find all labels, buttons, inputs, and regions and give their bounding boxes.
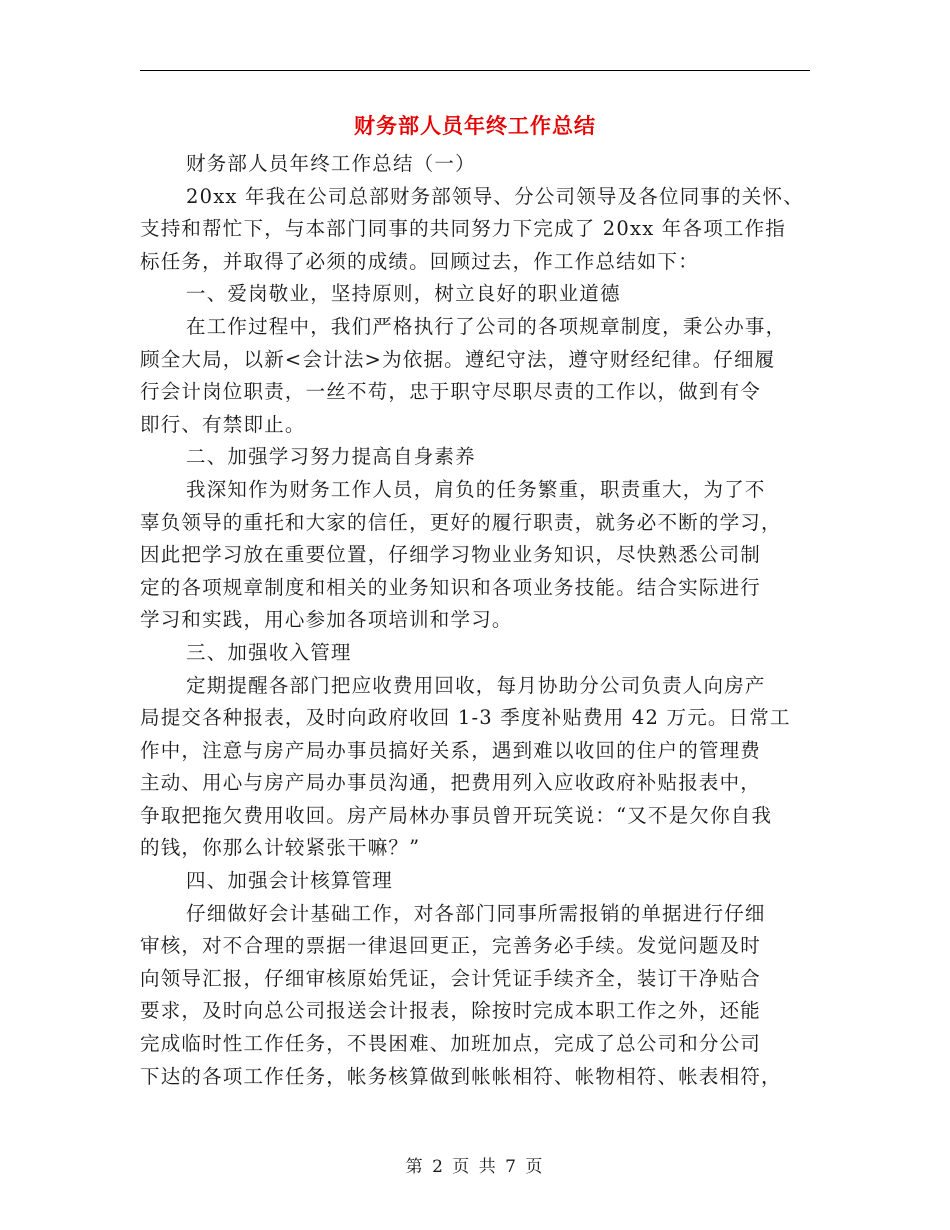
body-line: 我深知作为财务工作人员，肩负的任务繁重，职责重大，为了不 — [186, 477, 766, 501]
body-line: 仔细做好会计基础工作，对各部门同事所需报销的单据进行仔细 — [186, 901, 766, 925]
body-line: 向领导汇报，仔细审核原始凭证，会计凭证手续齐全，装订干净贴合 — [140, 966, 762, 990]
body-line: 审核，对不合理的票据一律退回更正，完善务必手续。发觉问题及时 — [140, 934, 762, 958]
section-heading: 三、加强收入管理 — [186, 640, 352, 664]
document-title: 财务部人员年终工作总结 — [354, 113, 596, 138]
body-line: 顾全大局，以新<会计法>为依据。遵纪守法，遵守财经纪律。仔细履 — [140, 347, 776, 371]
body-line: 要求，及时向总公司报送会计报表，除按时完成本职工作之外，还能 — [140, 999, 762, 1023]
section-heading: 四、加强会计核算管理 — [186, 869, 394, 893]
body-line: 定的各项规章制度和相关的业务知识和各项业务技能。结合实际进行 — [140, 575, 762, 599]
body-line: 支持和帮忙下，与本部门同事的共同努力下完成了 20xx 年各项工作指 — [140, 217, 787, 241]
body-line: 财务部人员年终工作总结（一） — [186, 152, 476, 175]
body-line: 20xx 年我在公司总部财务部领导、分公司领导及各位同事的关怀、 — [186, 184, 804, 208]
header-rule — [140, 70, 810, 71]
body-line: 局提交各种报表，及时向政府收回 1-3 季度补贴费用 42 万元。日常工 — [140, 706, 791, 730]
body-line: 主动、用心与房产局办事员沟通，把费用列入应收政府补贴报表中， — [140, 771, 762, 795]
body-line: 标任务，并取得了必须的成绩。回顾过去，作工作总结如下： — [140, 249, 699, 273]
section-heading: 一、爱岗敬业，坚持原则，树立良好的职业道德 — [186, 282, 621, 306]
body-line: 即行、有禁即止。 — [140, 412, 306, 436]
document-body — [140, 148, 810, 1093]
body-line: 辜负领导的重托和大家的信任，更好的履行职责，就务必不断的学习， — [140, 510, 782, 534]
body-line: 争取把拖欠费用收回。房产局林办事员曾开玩笑说：“又不是欠你自我 — [140, 803, 773, 827]
body-line: 定期提醒各部门把应收费用回收，每月协助分公司负责人向房产 — [186, 673, 766, 697]
body-line: 完成临时性工作任务，不畏困难、加班加点，完成了总公司和分公司 — [140, 1032, 762, 1056]
body-line: 作中，注意与房产局办事员搞好关系，遇到难以收回的住户的管理费 — [140, 738, 762, 762]
body-line: 的钱，你那么计较紧张干嘛？” — [140, 836, 421, 860]
section-heading: 二、加强学习努力提高自身素养 — [186, 445, 476, 469]
body-line: 因此把学习放在重要位置，仔细学习物业业务知识，尽快熟悉公司制 — [140, 543, 762, 567]
body-line: 在工作过程中，我们严格执行了公司的各项规章制度，秉公办事， — [186, 314, 787, 338]
body-line: 下达的各项工作任务，帐务核算做到帐帐相符、帐物相符、帐表相符， — [140, 1064, 782, 1088]
page-number-footer: 第 2 页 共 7 页 — [405, 1157, 545, 1177]
body-line: 学习和实践，用心参加各项培训和学习。 — [140, 608, 513, 632]
body-line: 行会计岗位职责，一丝不苟，忠于职守尽职尽责的工作以，做到有令 — [140, 380, 762, 404]
